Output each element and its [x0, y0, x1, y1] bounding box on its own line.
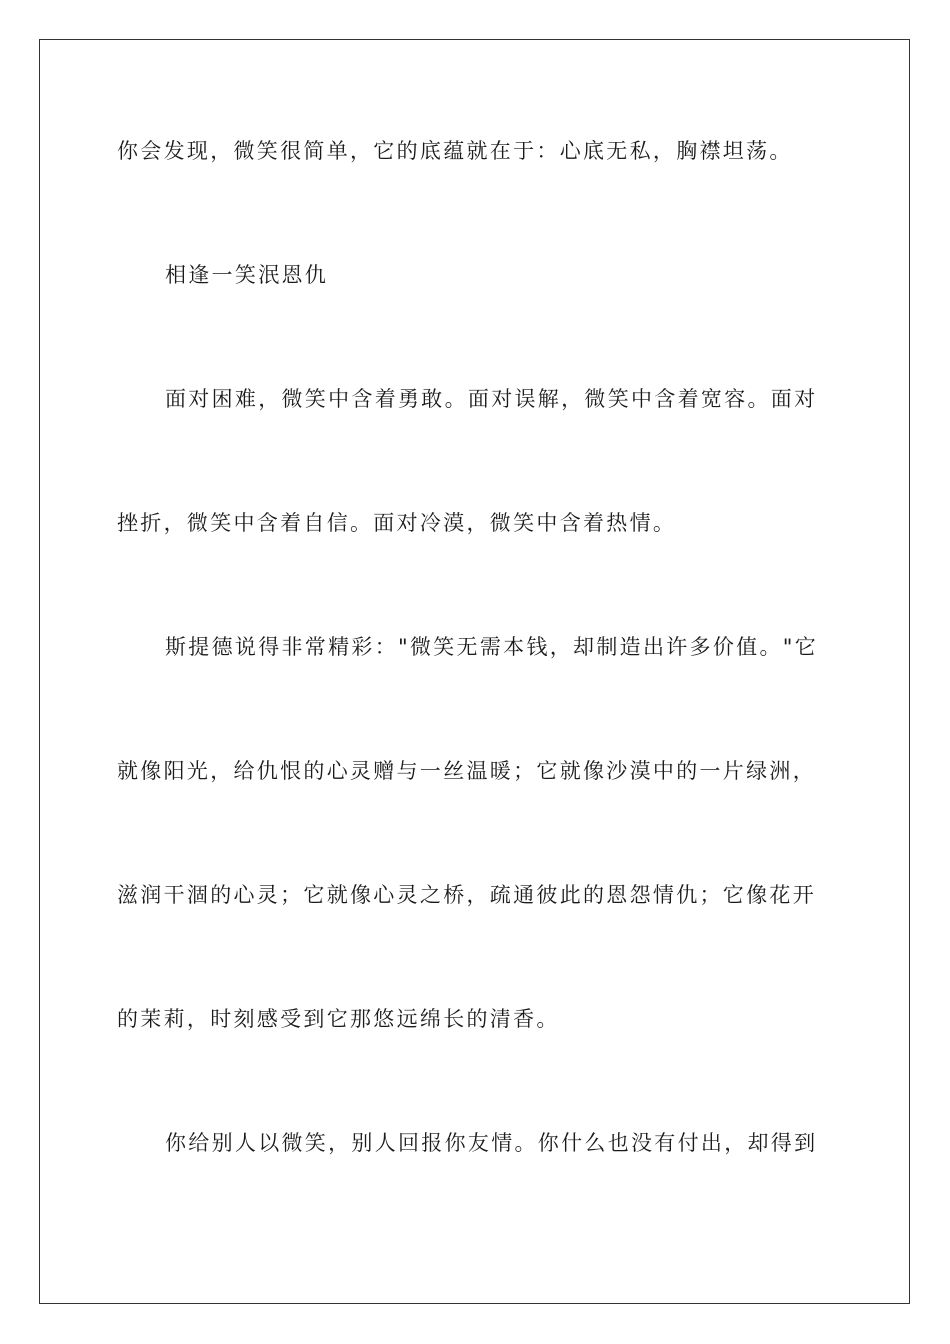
paragraph-line-4: 挫折，微笑中含着自信。面对冷漠，微笑中含着热情。 [117, 511, 677, 535]
paragraph-line-6: 就像阳光，给仇恨的心灵赠与一丝温暖；它就像沙漠中的一片绿洲， [117, 759, 816, 783]
paragraph-line-8: 的茉莉，时刻感受到它那悠远绵长的清香。 [117, 1007, 560, 1031]
paragraph-line-3: 面对困难，微笑中含着勇敢。面对误解，微笑中含着宽容。面对 [165, 387, 818, 411]
paragraph-line-1: 你会发现，微笑很简单，它的底蕴就在于：心底无私，胸襟坦荡。 [117, 139, 793, 163]
section-heading: 相逢一笑泯恩仇 [165, 263, 329, 287]
page-border [39, 39, 910, 1304]
paragraph-line-5: 斯提德说得非常精彩："微笑无需本钱，却制造出许多价值。"它 [165, 635, 819, 659]
paragraph-line-7: 滋润干涸的心灵；它就像心灵之桥，疏通彼此的恩怨情仇；它像花开 [117, 883, 816, 907]
paragraph-line-9: 你给别人以微笑，别人回报你友情。你什么也没有付出，却得到 [165, 1131, 818, 1155]
